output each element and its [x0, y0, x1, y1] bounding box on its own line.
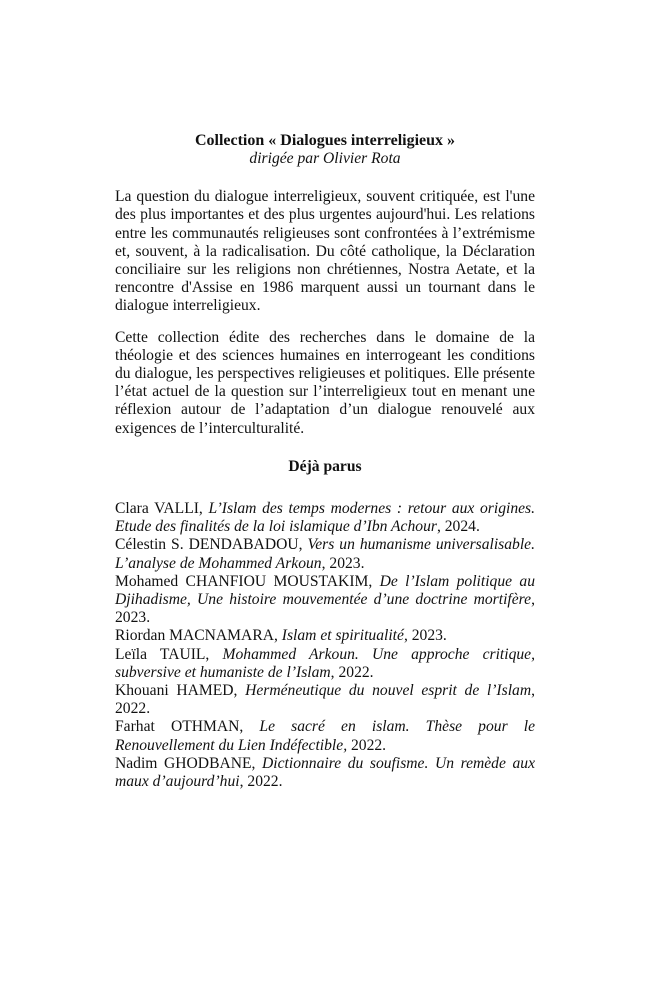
intro-paragraph-2: Cette collection édite des recherches dans le domaine de la théologie et des sciences humaines en interrogeant les conditions du dialogue, les perspectives religieuses et politiques. Elle présente l’état actuel de la question sur l’interreligieux tout en menant une réflexion autour de l’adaptation d’un dialogue renouvelé aux exigences de l’interculturalité.	[115, 328, 535, 437]
entry-title: L’Islam des temps modernes : retour aux origines. Etude des finalités de la loi islamique d’Ibn Achour	[115, 500, 536, 536]
entry-title: Dictionnaire du soufisme. Un remède aux maux d’aujourd’hui	[115, 754, 535, 791]
entry-title: Islam et spiritualité	[281, 627, 404, 645]
document-page	[115, 131, 535, 791]
entry-year: , 2023.	[115, 591, 535, 627]
entry-title: De l’Islam politique au Djihadisme, Une histoire mouvementée d’une doctrine mortifère	[115, 572, 535, 609]
collection-title: Collection « Dialogues interreligieux »	[194, 132, 456, 149]
entry-author: Célestin S. DENDABADOU,	[115, 536, 308, 554]
publication-entry	[115, 682, 535, 718]
entry-year: , 2024.	[436, 518, 480, 536]
entry-author: Khouani HAMED,	[115, 682, 246, 700]
publication-entry	[115, 755, 535, 791]
entry-author: Leïla TAUIL,	[115, 645, 223, 663]
entry-year: , 2022.	[239, 773, 283, 791]
entry-year: , 2023.	[403, 627, 447, 645]
entry-title: Vers un humanisme universalisable. L’analyse de Mohammed Arkoun	[115, 536, 535, 572]
entry-title: Mohammed Arkoun. Une approche critique, subversive et humaniste de l’Islam	[115, 645, 535, 681]
publication-list	[115, 500, 535, 791]
publication-entry	[115, 573, 535, 628]
entry-title: Herméneutique du nouvel esprit de l’Islam	[245, 682, 532, 700]
entry-year: 2022.	[347, 736, 387, 754]
entry-author: Farhat OTHMAN,	[115, 718, 260, 736]
intro-paragraph-1: La question du dialogue interreligieux, souvent critiquée, est l'une des plus importantes et des plus urgentes aujourd'hui. Les relations entre les communautés religieuses sont confrontées à l’extrémisme et, souvent, à la radicalisation. Du côté catholique, la Déclaration conciliaire sur les religions non chrétiennes, Nostra Aetate, et la rencontre d'Assise en 1986 marquent aussi un tournant dans le dialogue interreligieux.	[115, 188, 535, 315]
section-title-deja-parus: Déjà parus	[288, 457, 362, 475]
entry-year: , 2022.	[115, 682, 535, 718]
publication-entry	[115, 500, 535, 536]
entry-year: , 2023.	[321, 554, 365, 572]
collection-director: dirigée par Olivier Rota	[249, 150, 401, 167]
publication-entry	[115, 627, 535, 645]
entry-author: Riordan MACNAMARA,	[115, 627, 282, 645]
entry-title: Le sacré en islam. Thèse pour le Renouvellement du Lien Indéfectible,	[115, 718, 536, 754]
entry-author: Mohamed CHANFIOU MOUSTAKIM,	[115, 572, 380, 590]
publication-entry	[115, 718, 535, 754]
publication-entry	[115, 536, 535, 572]
publication-entry	[115, 646, 535, 682]
entry-year: , 2022.	[330, 663, 374, 681]
entry-author: Clara VALLI,	[115, 500, 209, 518]
entry-author: Nadim GHODBANE,	[115, 754, 263, 772]
